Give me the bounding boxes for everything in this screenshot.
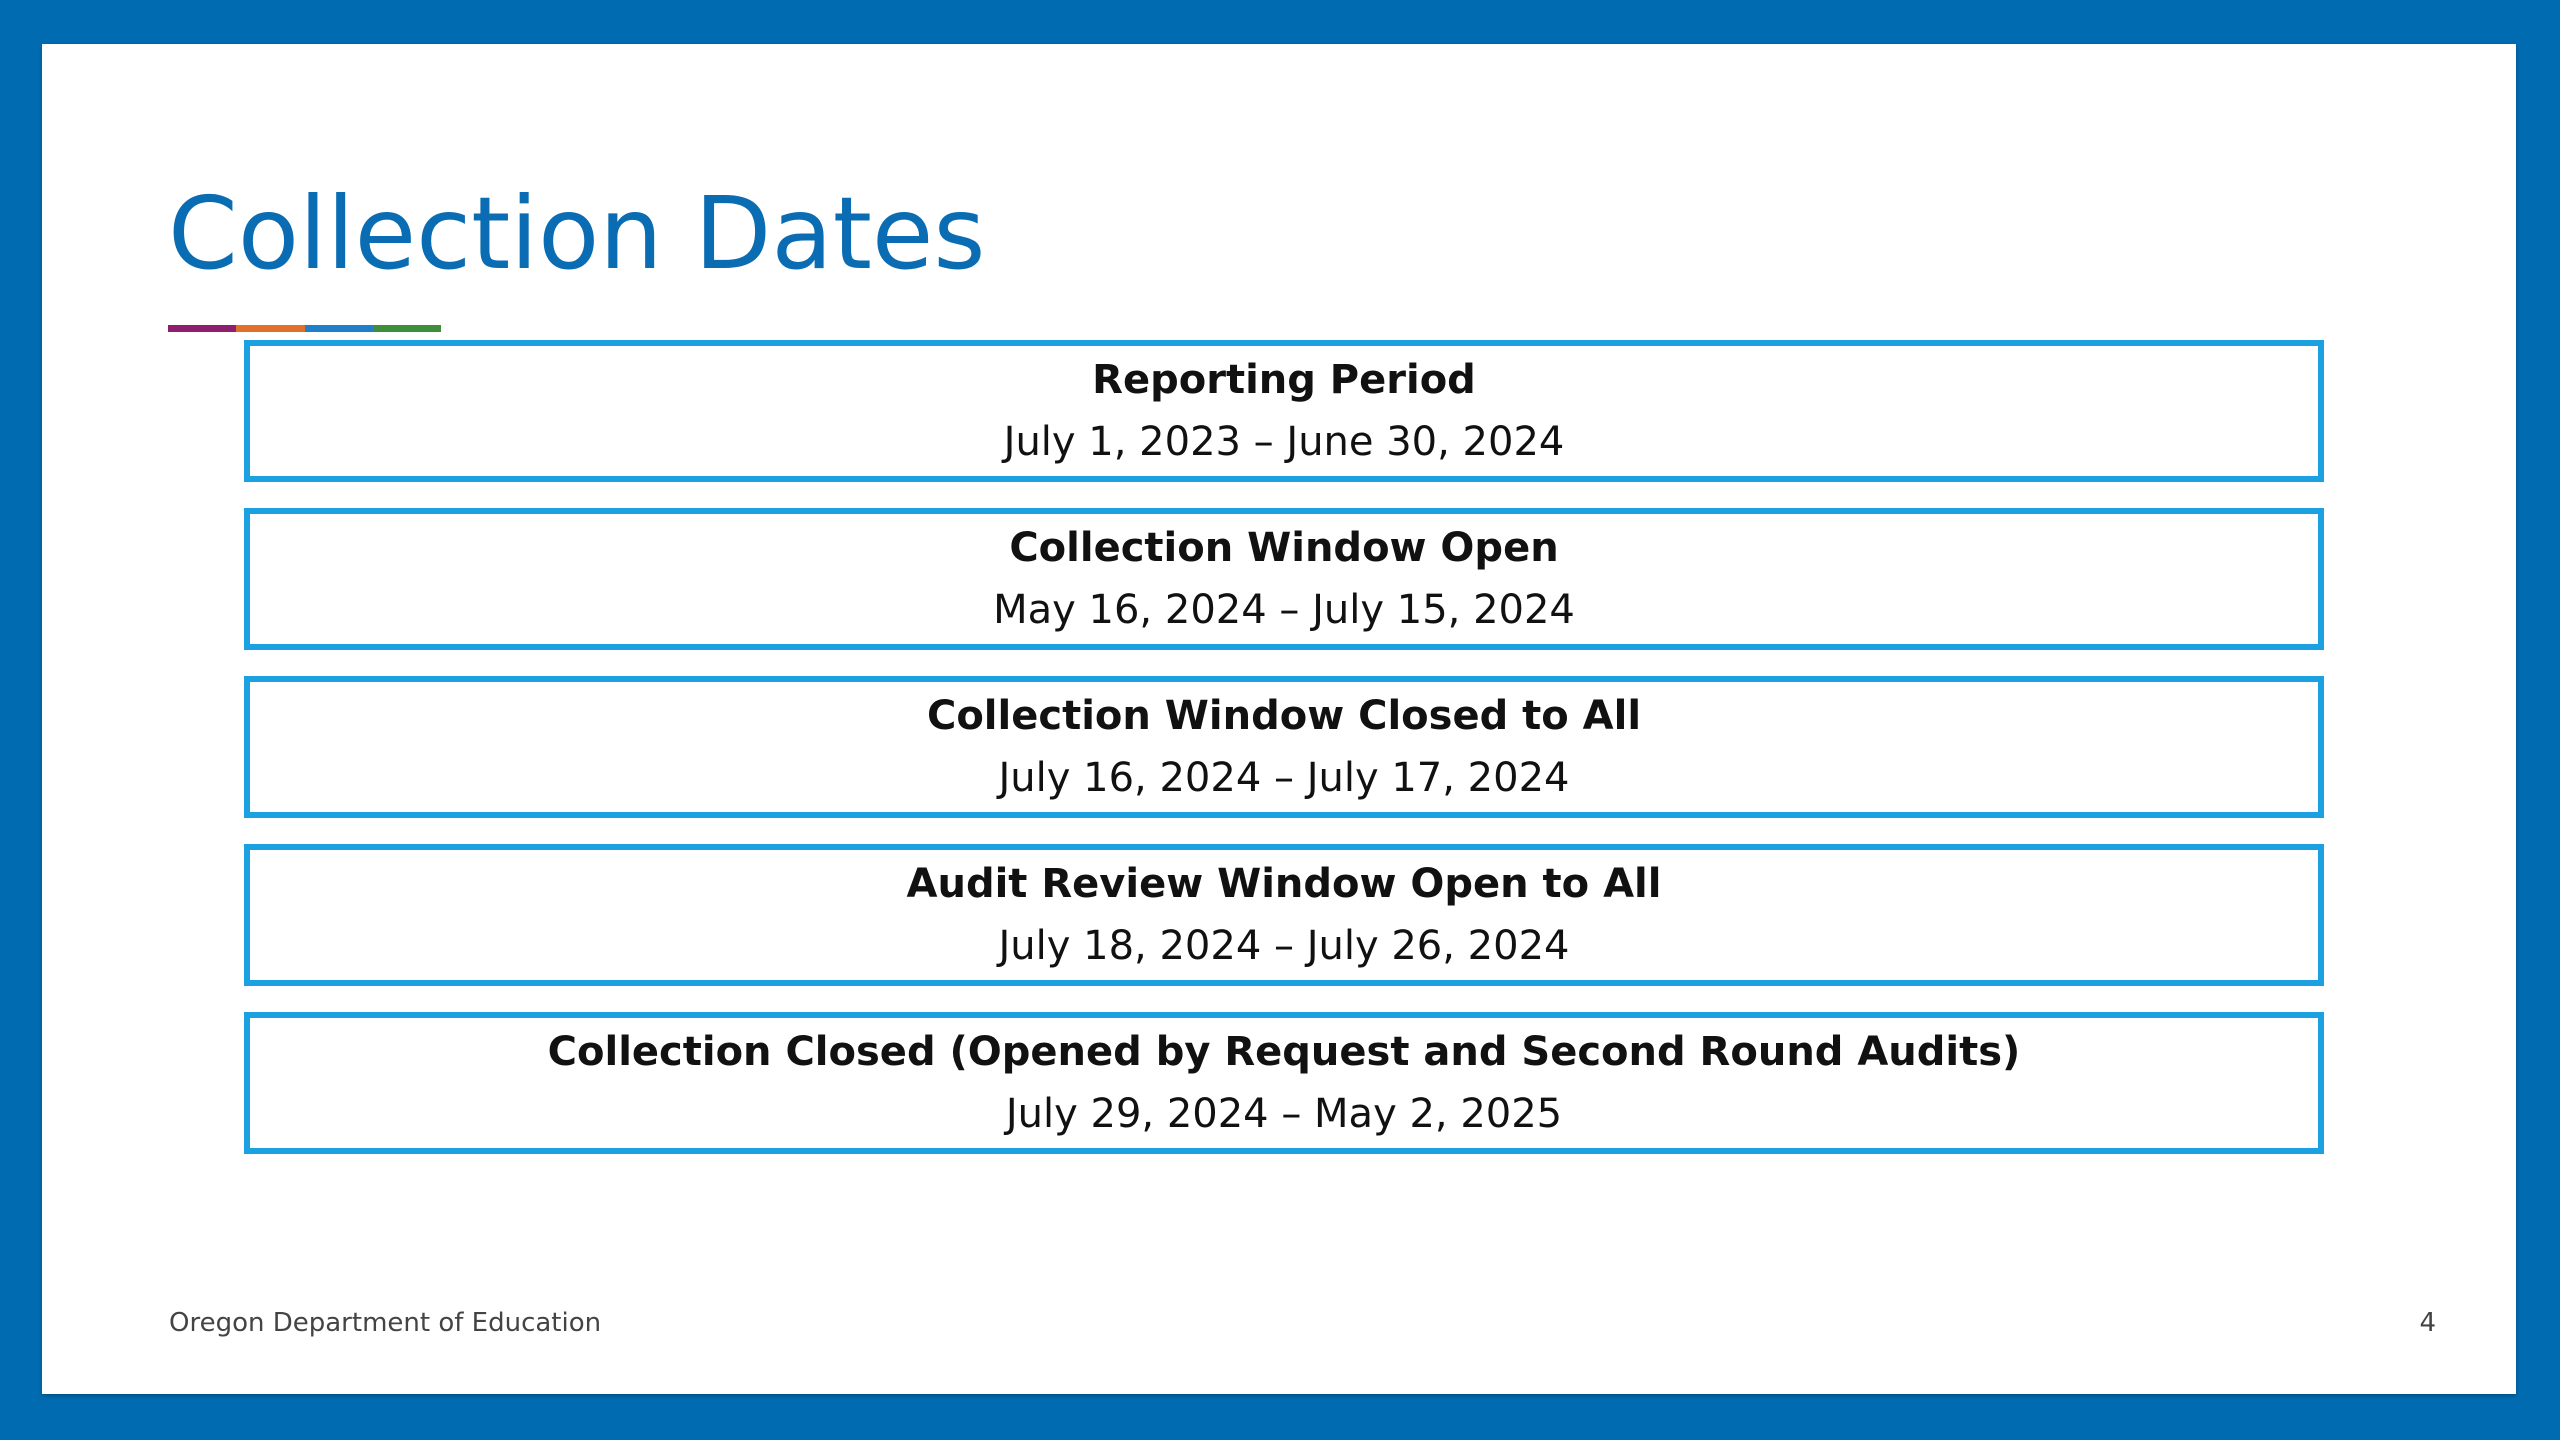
footer-organization: Oregon Department of Education — [169, 1308, 602, 1338]
box-dates: July 29, 2024 – May 2, 2025 — [1005, 1091, 1563, 1137]
slide-title: Collection Dates — [168, 175, 986, 292]
accent-segment-blue — [305, 325, 373, 332]
page-number: 4 — [2419, 1308, 2436, 1338]
accent-segment-green — [373, 325, 441, 332]
collection-window-open-box — [244, 508, 2324, 650]
box-dates: July 18, 2024 – July 26, 2024 — [998, 923, 1570, 969]
collection-closed-box — [244, 1012, 2324, 1154]
audit-review-window-box — [244, 844, 2324, 986]
accent-segment-purple — [168, 325, 236, 332]
reporting-period-box — [244, 340, 2324, 482]
slide — [42, 44, 2516, 1394]
box-heading: Collection Window Closed to All — [926, 693, 1642, 739]
title-accent-bar — [168, 325, 441, 332]
box-dates: July 16, 2024 – July 17, 2024 — [998, 755, 1570, 801]
accent-segment-orange — [236, 325, 304, 332]
box-heading: Collection Window Open — [1009, 525, 1559, 571]
date-boxes — [244, 340, 2324, 1180]
box-heading: Reporting Period — [1092, 357, 1476, 403]
collection-window-closed-box — [244, 676, 2324, 818]
box-heading: Collection Closed (Opened by Request and Second Round Audits) — [547, 1029, 2021, 1075]
box-heading: Audit Review Window Open to All — [906, 861, 1662, 907]
box-dates: July 1, 2023 – June 30, 2024 — [1003, 419, 1565, 465]
box-dates: May 16, 2024 – July 15, 2024 — [993, 587, 1575, 633]
